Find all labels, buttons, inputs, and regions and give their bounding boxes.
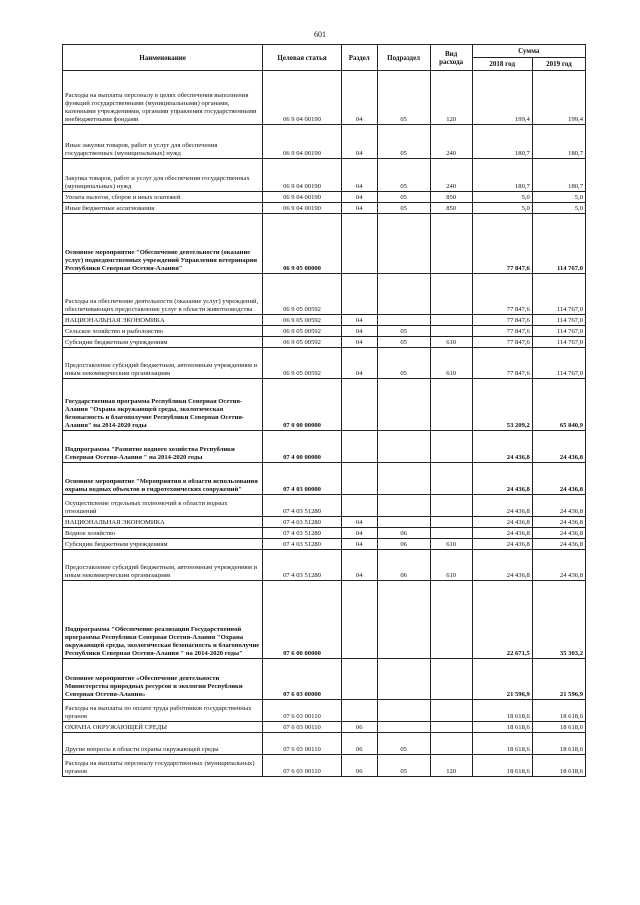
row-subsection-cell [377, 315, 430, 326]
row-name-cell: Основное мероприятие "Обеспечение деятельности (оказание услуг) подведомственных учреждений Управления ветеринарии Республики Северная Осетия-Алания" [63, 214, 263, 274]
row-section-cell: 04 [341, 539, 377, 550]
row-name-cell: НАЦИОНАЛЬНАЯ ЭКОНОМИКА [63, 517, 263, 528]
row-expense-type-cell: 850 [430, 203, 472, 214]
table-row [63, 274, 586, 315]
row-subsection-cell: 05 [377, 192, 430, 203]
table-row [63, 125, 586, 159]
row-sum-2018-cell: 24 436,8 [472, 517, 532, 528]
row-sum-2019-cell: 114 767,0 [532, 214, 585, 274]
row-target-code-cell: 06 9 05 00592 [263, 348, 342, 379]
row-expense-type-cell [430, 463, 472, 495]
row-expense-type-cell [430, 315, 472, 326]
page-number: 601 [314, 30, 326, 39]
table-row [63, 550, 586, 581]
row-sum-2019-cell: 35 303,2 [532, 581, 585, 659]
row-sum-2018-cell: 77 847,6 [472, 348, 532, 379]
row-sum-2019-cell: 180,7 [532, 125, 585, 159]
row-target-code-cell: 07 4 00 00000 [263, 431, 342, 463]
row-subsection-cell: 05 [377, 71, 430, 125]
row-subsection-cell: 06 [377, 550, 430, 581]
row-subsection-cell [377, 463, 430, 495]
row-section-cell [341, 495, 377, 517]
row-target-code-cell: 06 9 05 00592 [263, 315, 342, 326]
row-target-code-cell: 07 6 03 00000 [263, 659, 342, 700]
row-name-cell: Субсидии бюджетным учреждениям [63, 337, 263, 348]
row-section-cell: 04 [341, 337, 377, 348]
table-row [63, 431, 586, 463]
row-name-cell: Уплата налогов, сборов и иных платежей [63, 192, 263, 203]
row-section-cell: 04 [341, 517, 377, 528]
row-name-cell: Другие вопросы в области охраны окружающей среды [63, 733, 263, 755]
row-sum-2018-cell: 180,7 [472, 125, 532, 159]
budget-table [62, 44, 586, 777]
table-row [63, 159, 586, 192]
header-year-2019: 2019 год [532, 58, 585, 71]
row-sum-2019-cell: 180,7 [532, 159, 585, 192]
row-section-cell [341, 214, 377, 274]
row-sum-2019-cell: 18 618,6 [532, 755, 585, 777]
row-sum-2018-cell: 24 436,8 [472, 495, 532, 517]
row-sum-2019-cell: 18 618,6 [532, 722, 585, 733]
table-row [63, 348, 586, 379]
row-sum-2018-cell: 18 618,6 [472, 700, 532, 722]
row-section-cell: 06 [341, 755, 377, 777]
row-section-cell: 04 [341, 125, 377, 159]
table-row [63, 539, 586, 550]
row-expense-type-cell [430, 326, 472, 337]
row-target-code-cell: 07 6 00 00000 [263, 581, 342, 659]
row-name-cell: Субсидии бюджетным учреждениям [63, 539, 263, 550]
row-expense-type-cell: 610 [430, 539, 472, 550]
row-sum-2019-cell: 5,0 [532, 192, 585, 203]
row-sum-2018-cell: 5,0 [472, 203, 532, 214]
row-sum-2018-cell: 77 847,6 [472, 214, 532, 274]
row-name-cell: Предоставление субсидий бюджетным, автономным учреждениям и иным некоммерческим организациям [63, 348, 263, 379]
header-subsection: Подраздел [377, 45, 430, 71]
row-expense-type-cell [430, 517, 472, 528]
row-target-code-cell: 07 4 03 51280 [263, 550, 342, 581]
row-target-code-cell: 06 9 04 00190 [263, 203, 342, 214]
header-expense-type: Вид расхода [430, 45, 472, 71]
row-target-code-cell: 06 9 04 00190 [263, 192, 342, 203]
table-row [63, 214, 586, 274]
row-subsection-cell: 05 [377, 203, 430, 214]
row-section-cell [341, 463, 377, 495]
table-row [63, 733, 586, 755]
row-target-code-cell: 07 4 03 51280 [263, 539, 342, 550]
row-subsection-cell [377, 659, 430, 700]
row-expense-type-cell [430, 274, 472, 315]
row-expense-type-cell [430, 722, 472, 733]
row-name-cell: Расходы на выплаты персоналу государственных (муниципальных) органов [63, 755, 263, 777]
header-sum: Сумма [472, 45, 585, 58]
row-name-cell: Государственная программа Республики Северная Осетия-Алания "Охрана окружающей среды, экологическая безопасность и благополучие Республики Северная Осетия-Алания" на 2014-2020 годы [63, 379, 263, 431]
table-row [63, 659, 586, 700]
row-sum-2018-cell: 5,0 [472, 192, 532, 203]
table-row [63, 463, 586, 495]
row-expense-type-cell [430, 214, 472, 274]
row-sum-2019-cell: 114 767,0 [532, 274, 585, 315]
row-name-cell: Подпрограмма "Обеспечение реализации Государственной программы Республики Северная Осетия-Алания "Охрана окружающей среды, экологическая безопасность и благополучие Республики Северная Осетия-Алания " на 2014-2020 годы" [63, 581, 263, 659]
row-sum-2018-cell: 22 671,5 [472, 581, 532, 659]
header-target: Целевая статья [263, 45, 342, 71]
row-target-code-cell: 06 9 04 00190 [263, 71, 342, 125]
row-section-cell: 04 [341, 192, 377, 203]
row-section-cell [341, 659, 377, 700]
row-sum-2019-cell: 5,0 [532, 203, 585, 214]
row-subsection-cell [377, 274, 430, 315]
row-expense-type-cell [430, 431, 472, 463]
row-sum-2018-cell: 53 209,2 [472, 379, 532, 431]
row-section-cell: 04 [341, 203, 377, 214]
row-target-code-cell: 06 9 04 00190 [263, 125, 342, 159]
row-name-cell: Водное хозяйство [63, 528, 263, 539]
row-target-code-cell: 07 0 00 00000 [263, 379, 342, 431]
row-subsection-cell: 05 [377, 337, 430, 348]
row-section-cell [341, 700, 377, 722]
row-sum-2018-cell: 77 847,6 [472, 315, 532, 326]
row-name-cell: НАЦИОНАЛЬНАЯ ЭКОНОМИКА [63, 315, 263, 326]
row-name-cell: Расходы на обеспечение деятельности (оказание услуг) учреждений, обеспечивающих предоставление услуг в области животноводства [63, 274, 263, 315]
row-name-cell: Расходы на выплаты персоналу в целях обеспечения выполнения функций государственными (муниципальными) органами, казенными учреждениями, органами управления государственными внебюджетными фондами [63, 71, 263, 125]
row-expense-type-cell: 120 [430, 755, 472, 777]
row-sum-2019-cell: 24 436,8 [532, 517, 585, 528]
row-sum-2018-cell: 24 436,8 [472, 431, 532, 463]
row-name-cell: Иные закупки товаров, работ и услуг для обеспечения государственных (муниципальных) нужд [63, 125, 263, 159]
row-sum-2018-cell: 24 436,8 [472, 528, 532, 539]
row-expense-type-cell [430, 700, 472, 722]
row-expense-type-cell [430, 495, 472, 517]
row-section-cell: 04 [341, 528, 377, 539]
table-row [63, 528, 586, 539]
table-row [63, 71, 586, 125]
table-row [63, 495, 586, 517]
row-name-cell: Подпрограмма "Развитие водного хозяйства Республики Северная Осетия-Алания " на 2014-2020 годы [63, 431, 263, 463]
row-section-cell: 04 [341, 71, 377, 125]
row-name-cell: Предоставление субсидий бюджетным, автономным учреждениям и иным некоммерческим организациям [63, 550, 263, 581]
table-row [63, 722, 586, 733]
row-section-cell: 04 [341, 315, 377, 326]
row-subsection-cell: 05 [377, 326, 430, 337]
row-target-code-cell: 07 6 03 00110 [263, 722, 342, 733]
row-subsection-cell [377, 495, 430, 517]
row-section-cell [341, 379, 377, 431]
row-subsection-cell [377, 722, 430, 733]
row-section-cell: 04 [341, 326, 377, 337]
header-year-2018: 2018 год [472, 58, 532, 71]
row-expense-type-cell: 850 [430, 192, 472, 203]
row-subsection-cell: 06 [377, 539, 430, 550]
row-sum-2019-cell: 18 618,6 [532, 700, 585, 722]
row-sum-2018-cell: 77 847,6 [472, 326, 532, 337]
row-sum-2019-cell: 114 767,0 [532, 337, 585, 348]
row-expense-type-cell: 240 [430, 159, 472, 192]
row-section-cell: 04 [341, 159, 377, 192]
header-section: Раздел [341, 45, 377, 71]
row-name-cell: Осуществление отдельных полномочий в области водных отношений [63, 495, 263, 517]
row-sum-2019-cell: 24 436,8 [532, 495, 585, 517]
row-sum-2019-cell: 21 596,9 [532, 659, 585, 700]
row-expense-type-cell: 610 [430, 337, 472, 348]
row-sum-2018-cell: 24 436,8 [472, 539, 532, 550]
row-subsection-cell [377, 517, 430, 528]
row-target-code-cell: 07 6 03 00110 [263, 700, 342, 722]
row-expense-type-cell: 610 [430, 348, 472, 379]
table-row [63, 517, 586, 528]
row-expense-type-cell [430, 581, 472, 659]
row-sum-2018-cell: 199,4 [472, 71, 532, 125]
row-target-code-cell: 06 9 05 00000 [263, 214, 342, 274]
table-row [63, 315, 586, 326]
table-row [63, 203, 586, 214]
row-sum-2019-cell: 24 436,8 [532, 539, 585, 550]
row-name-cell: ОХРАНА ОКРУЖАЮЩЕЙ СРЕДЫ [63, 722, 263, 733]
row-subsection-cell [377, 431, 430, 463]
row-sum-2018-cell: 18 618,6 [472, 755, 532, 777]
row-target-code-cell: 06 9 05 00592 [263, 337, 342, 348]
row-name-cell: Иные бюджетные ассигнования [63, 203, 263, 214]
row-target-code-cell: 06 9 04 00190 [263, 159, 342, 192]
table-row [63, 755, 586, 777]
row-target-code-cell: 07 6 03 00110 [263, 733, 342, 755]
row-expense-type-cell [430, 659, 472, 700]
table-body [63, 71, 586, 777]
row-name-cell: Закупка товаров, работ и услуг для обеспечения государственных (муниципальных) нужд [63, 159, 263, 192]
row-expense-type-cell [430, 379, 472, 431]
row-expense-type-cell: 240 [430, 125, 472, 159]
row-sum-2019-cell: 24 436,8 [532, 463, 585, 495]
row-name-cell: Основное мероприятие «Обеспечение деятельности Министерства природных ресурсов и экологии Республики Северная Осетия-Алания» [63, 659, 263, 700]
row-subsection-cell: 05 [377, 159, 430, 192]
row-name-cell: Основное мероприятие "Мероприятия в области использования охраны водных объектов и гидротехнических сооружений" [63, 463, 263, 495]
row-subsection-cell [377, 581, 430, 659]
row-target-code-cell: 06 9 05 00592 [263, 274, 342, 315]
row-section-cell [341, 431, 377, 463]
row-name-cell: Расходы на выплаты по оплате труда работников государственных органов [63, 700, 263, 722]
row-name-cell: Сельское хозяйство и рыболовство [63, 326, 263, 337]
row-sum-2018-cell: 24 436,8 [472, 463, 532, 495]
row-sum-2019-cell: 114 767,0 [532, 348, 585, 379]
row-subsection-cell: 05 [377, 733, 430, 755]
row-section-cell: 04 [341, 550, 377, 581]
row-target-code-cell: 07 6 03 00110 [263, 755, 342, 777]
row-subsection-cell [377, 214, 430, 274]
row-sum-2018-cell: 21 596,9 [472, 659, 532, 700]
row-section-cell: 06 [341, 722, 377, 733]
row-section-cell: 04 [341, 348, 377, 379]
row-expense-type-cell: 120 [430, 71, 472, 125]
row-subsection-cell: 05 [377, 348, 430, 379]
row-sum-2019-cell: 18 618,6 [532, 733, 585, 755]
row-section-cell [341, 581, 377, 659]
row-sum-2019-cell: 24 436,8 [532, 528, 585, 539]
row-sum-2018-cell: 18 618,6 [472, 733, 532, 755]
row-sum-2019-cell: 114 767,0 [532, 326, 585, 337]
row-target-code-cell: 07 4 03 51280 [263, 528, 342, 539]
table-row [63, 326, 586, 337]
table-row [63, 581, 586, 659]
row-expense-type-cell [430, 733, 472, 755]
table-row [63, 337, 586, 348]
row-sum-2018-cell: 180,7 [472, 159, 532, 192]
row-expense-type-cell [430, 528, 472, 539]
row-target-code-cell: 07 4 03 51280 [263, 517, 342, 528]
row-section-cell [341, 274, 377, 315]
header-name: Наименование [63, 45, 263, 71]
row-sum-2018-cell: 18 618,6 [472, 722, 532, 733]
row-sum-2018-cell: 77 847,6 [472, 274, 532, 315]
row-sum-2019-cell: 24 436,8 [532, 431, 585, 463]
row-sum-2019-cell: 24 436,8 [532, 550, 585, 581]
table-row [63, 379, 586, 431]
row-subsection-cell [377, 379, 430, 431]
row-sum-2019-cell: 114 767,0 [532, 315, 585, 326]
row-sum-2018-cell: 24 436,8 [472, 550, 532, 581]
row-sum-2019-cell: 199,4 [532, 71, 585, 125]
table-row [63, 192, 586, 203]
row-target-code-cell: 07 4 03 00000 [263, 463, 342, 495]
row-expense-type-cell: 610 [430, 550, 472, 581]
table-row [63, 700, 586, 722]
row-sum-2018-cell: 77 847,6 [472, 337, 532, 348]
row-section-cell: 06 [341, 733, 377, 755]
row-subsection-cell: 05 [377, 755, 430, 777]
row-target-code-cell: 06 9 05 00592 [263, 326, 342, 337]
row-sum-2019-cell: 65 840,9 [532, 379, 585, 431]
row-subsection-cell: 06 [377, 528, 430, 539]
row-target-code-cell: 07 4 03 51280 [263, 495, 342, 517]
row-subsection-cell [377, 700, 430, 722]
row-subsection-cell: 05 [377, 125, 430, 159]
